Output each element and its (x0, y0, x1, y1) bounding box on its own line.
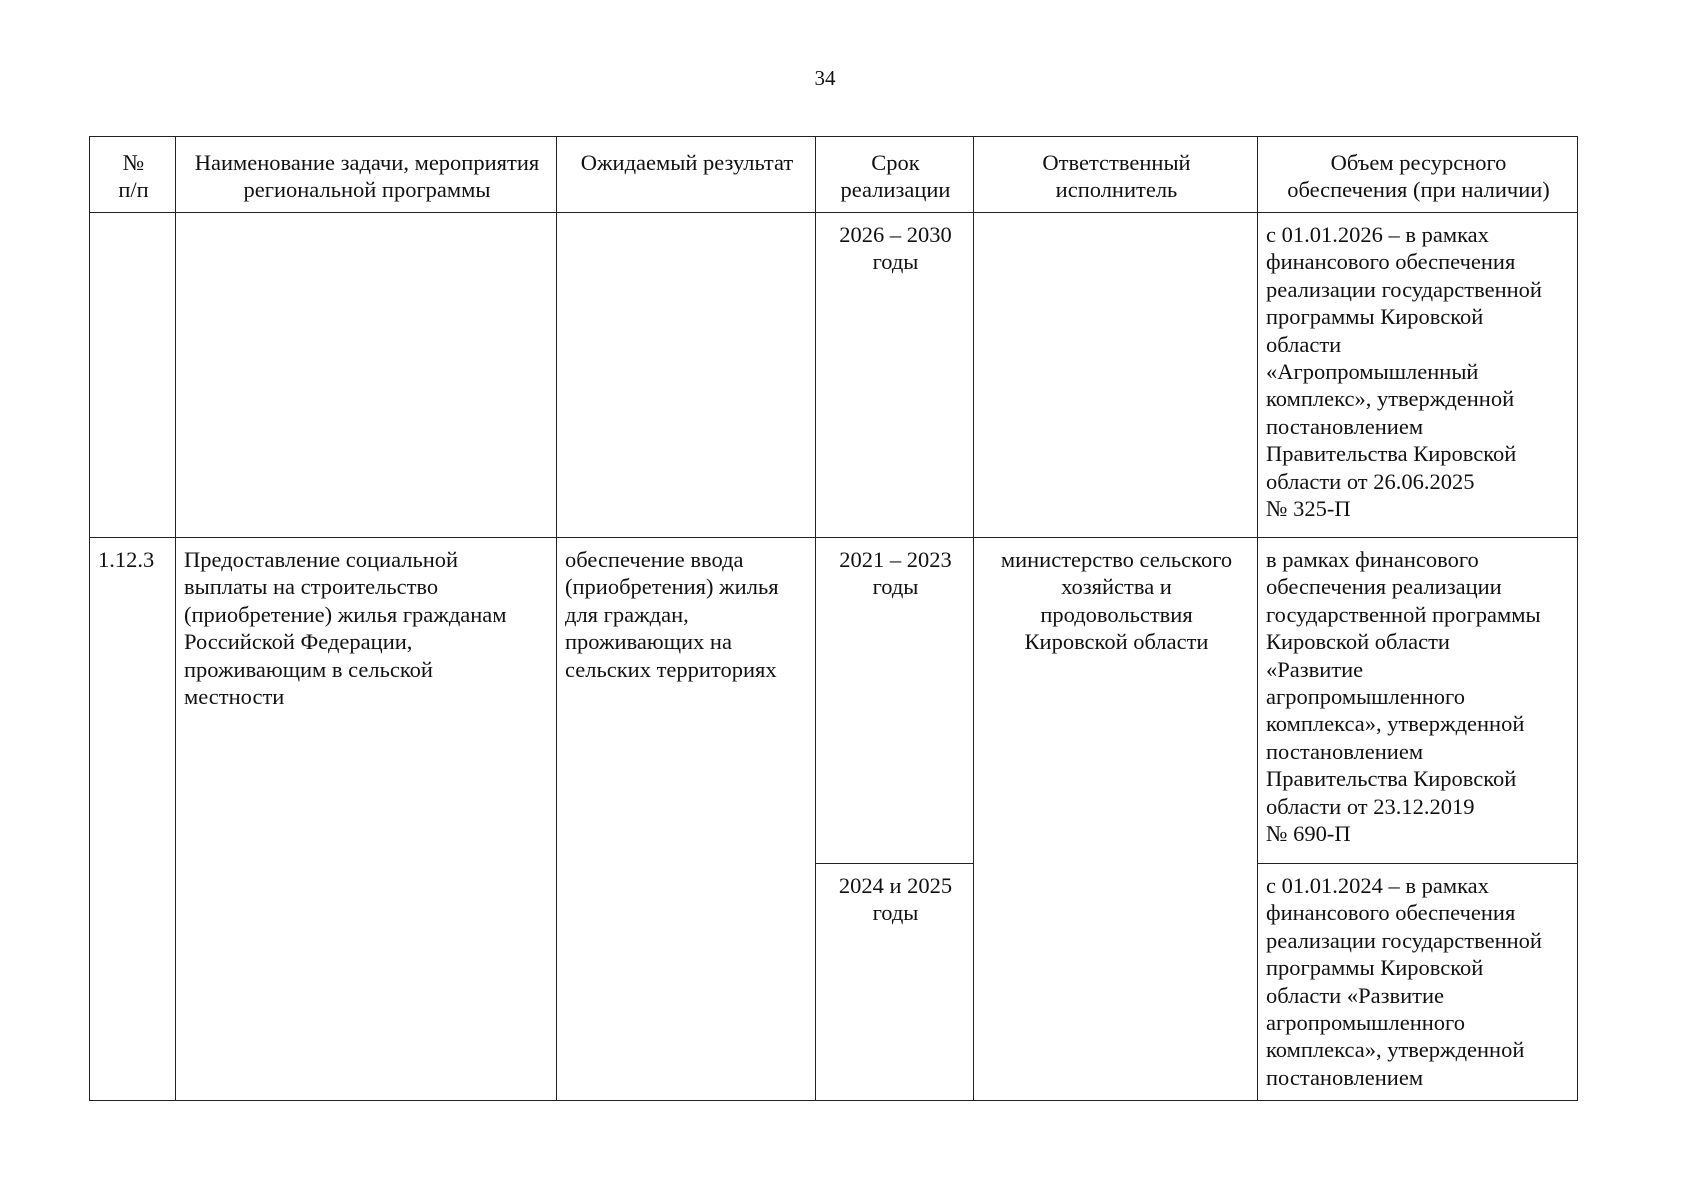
result-line: для граждан, (565, 601, 689, 627)
resources-line: агропромышленного (1266, 684, 1465, 710)
resources-line: комплекс», утвержденной (1266, 386, 1515, 412)
cell-term (816, 538, 974, 864)
header-num (90, 137, 176, 213)
header-term (816, 137, 974, 213)
resources-line: комплекса», утвержденной (1266, 1037, 1525, 1063)
cell-name-empty (176, 213, 557, 538)
executor-line: министерство сельского (1000, 547, 1233, 572)
term-line: годы (872, 900, 919, 926)
program-table (89, 136, 1578, 1101)
resources-line: постановлением (1266, 413, 1424, 439)
header-term-line: Срок (871, 150, 920, 175)
resources-line: Кировской области (1266, 629, 1450, 655)
resources-line: Правительства Кировской (1266, 441, 1517, 467)
header-name-line: Наименование задачи, мероприятия (194, 150, 540, 175)
resources-line: финансового обеспечения (1266, 900, 1516, 926)
term-line: годы (872, 574, 919, 600)
resources-line: Правительства Кировской (1266, 766, 1517, 792)
cell-resources (1258, 213, 1578, 538)
term-line: 2024 и 2025 (838, 873, 953, 898)
name-line: Предоставление социальной (184, 547, 459, 572)
name-line: (приобретение) жилья гражданам (184, 601, 507, 627)
header-result (557, 137, 816, 213)
resources-line: реализации государственной (1266, 927, 1542, 953)
cell-result (557, 538, 816, 1101)
table-row-continuation (90, 213, 1578, 538)
term-line: годы (872, 249, 919, 275)
page-number: 34 (814, 66, 836, 90)
header-num-line: № (122, 150, 145, 175)
header-resources (1258, 137, 1578, 213)
resources-line: постановлением (1266, 738, 1424, 764)
resources-line: № 690-П (1266, 821, 1351, 847)
resources-line: с 01.01.2024 – в рамках (1266, 873, 1489, 898)
cell-executor-empty (974, 213, 1258, 538)
executor-line: хозяйства и (1061, 574, 1172, 600)
name-line: проживающим в сельской (184, 656, 433, 682)
result-line: обеспечение ввода (565, 547, 744, 572)
header-resources-line: Объем ресурсного (1330, 150, 1507, 175)
executor-line: продовольствия (1040, 601, 1193, 627)
resources-line: реализации государственной (1266, 276, 1542, 302)
cell-term (816, 864, 974, 1101)
header-name (176, 137, 557, 213)
resources-line: с 01.01.2026 – в рамках (1266, 222, 1489, 247)
header-result-line: Ожидаемый результат (580, 150, 794, 175)
cell-term (816, 213, 974, 538)
cell-name (176, 538, 557, 1101)
cell-resources (1258, 864, 1578, 1101)
table-row-1-12-3-period-1 (90, 538, 1578, 864)
cell-executor (974, 538, 1258, 1101)
resources-line: комплекса», утвержденной (1266, 711, 1525, 737)
cell-num-empty (90, 213, 176, 538)
header-num-line: п/п (118, 177, 149, 202)
resources-line: агропромышленного (1266, 1010, 1465, 1036)
cell-num: 1.12.3 (90, 538, 176, 1101)
cell-result-empty (557, 213, 816, 538)
term-line: 2026 – 2030 (839, 222, 952, 247)
term-line: 2021 – 2023 (839, 547, 952, 572)
resources-line: № 325-П (1266, 496, 1351, 522)
result-line: (приобретения) жилья (565, 574, 779, 600)
resources-line: области от 23.12.2019 (1266, 793, 1475, 819)
result-line: проживающих на (565, 629, 732, 655)
resources-line: государственной программы (1266, 601, 1541, 627)
resources-line: области (1266, 331, 1342, 357)
resources-line: постановлением (1266, 1064, 1424, 1090)
result-line: сельских территориях (565, 656, 777, 682)
resources-line: области «Развитие (1266, 982, 1445, 1008)
header-resources-line: обеспечения (при наличии) (1287, 177, 1550, 202)
resources-line: области от 26.06.2025 (1266, 468, 1475, 494)
header-executor-line: Ответственный (1042, 150, 1191, 175)
resources-line: «Агропромышленный (1266, 359, 1479, 385)
resources-line: финансового обеспечения (1266, 249, 1516, 275)
name-line: местности (184, 684, 285, 710)
name-line: Российской Федерации, (184, 629, 413, 655)
table-header-row (90, 137, 1578, 213)
header-executor-line: исполнитель (1055, 177, 1178, 202)
cell-resources (1258, 538, 1578, 864)
executor-line: Кировской области (1024, 629, 1209, 655)
name-line: выплаты на строительство (184, 574, 439, 600)
resources-line: «Развитие (1266, 656, 1364, 682)
resources-line: программы Кировской (1266, 304, 1484, 330)
resources-line: в рамках финансового (1266, 547, 1479, 572)
header-executor (974, 137, 1258, 213)
header-term-line: реализации (840, 177, 951, 202)
header-name-line: региональной программы (243, 177, 491, 202)
resources-line: программы Кировской (1266, 955, 1484, 981)
resources-line: обеспечения реализации (1266, 574, 1502, 600)
